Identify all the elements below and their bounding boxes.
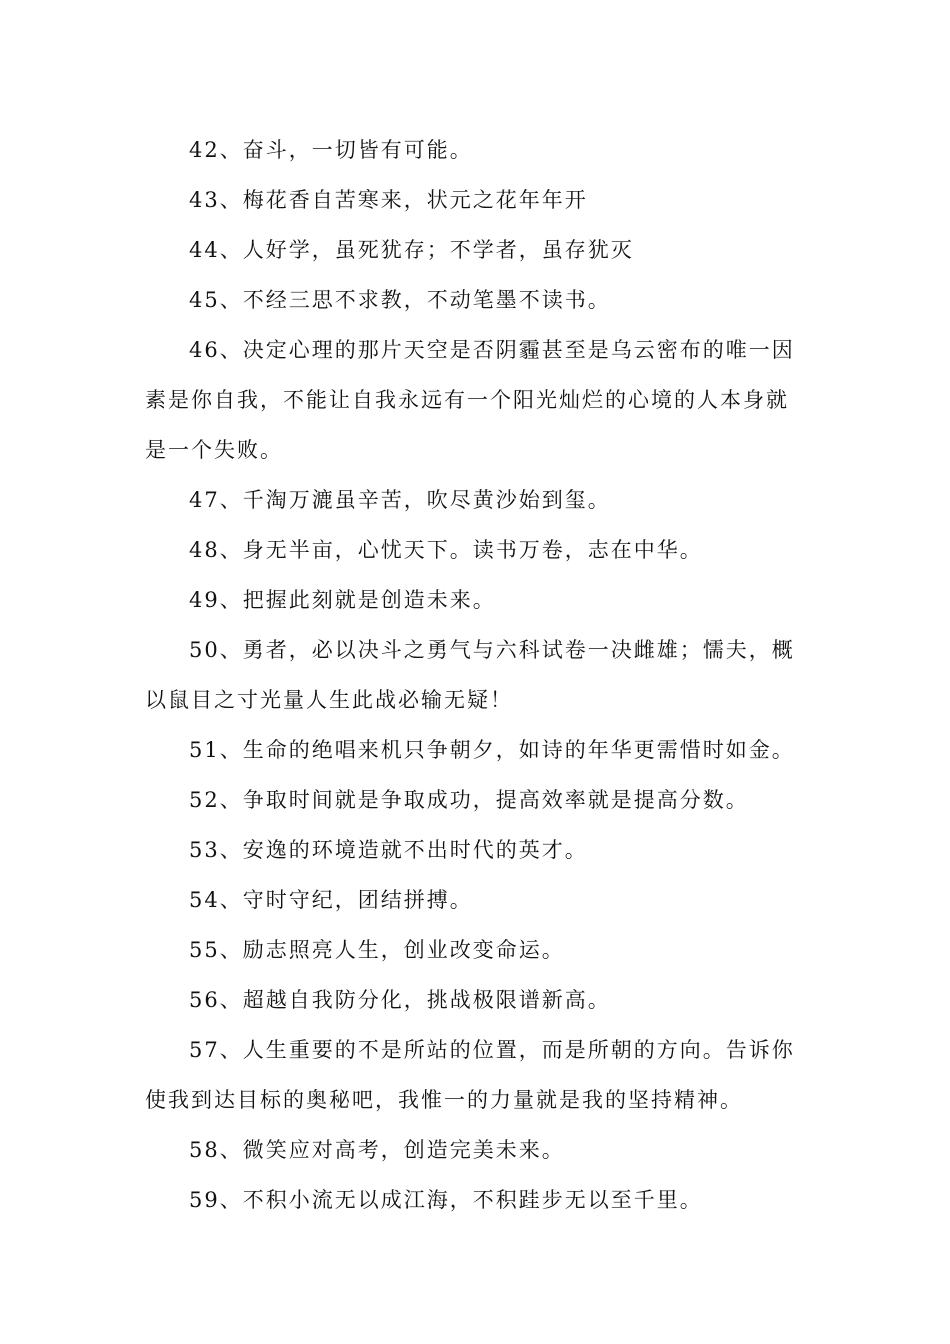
quote-paragraph-54: 54、守时守纪，团结拼搏。 — [189, 888, 473, 912]
quote-paragraph-53: 53、安逸的环境造就不出时代的英才。 — [189, 838, 588, 862]
quote-paragraph-43: 43、梅花香自苦寒来，状元之花年年开 — [189, 188, 588, 212]
quote-paragraph-52: 52、争取时间就是争取成功，提高效率就是提高分数。 — [189, 788, 749, 812]
quote-paragraph-45: 45、不经三思不求教，不动笔墨不读书。 — [189, 288, 611, 312]
quote-paragraph-59: 59、不积小流无以成江海，不积跬步无以至千里。 — [189, 1188, 703, 1212]
quote-paragraph-49: 49、把握此刻就是创造未来。 — [189, 588, 496, 612]
quote-paragraph-48: 48、身无半亩，心忧天下。读书万卷，志在中华。 — [189, 538, 703, 562]
document-body — [145, 125, 810, 1225]
quote-paragraph-55: 55、励志照亮人生，创业改变命运。 — [189, 938, 565, 962]
quote-paragraph-44: 44、人好学，虽死犹存；不学者，虽存犹灭 — [189, 238, 634, 262]
quote-paragraph-47: 47、千淘万漉虽辛苦，吹尽黄沙始到玺。 — [189, 488, 611, 512]
quote-paragraph-46: 46、决定心理的那片天空是否阴霾甚至是乌云密布的唯一因素是你自我，不能让自我永远有一个阳光灿烂的心境的人本身就是一个失败。 — [145, 338, 795, 462]
quote-paragraph-51: 51、生命的绝唱来机只争朝夕，如诗的年华更需惜时如金。 — [189, 738, 795, 762]
quote-paragraph-58: 58、微笑应对高考，创造完美未来。 — [189, 1138, 565, 1162]
quote-paragraph-56: 56、超越自我防分化，挑战极限谱新高。 — [189, 988, 611, 1012]
quote-paragraph-42: 42、奋斗，一切皆有可能。 — [189, 138, 473, 162]
quote-paragraph-57: 57、人生重要的不是所站的位置，而是所朝的方向。告诉你使我到达目标的奥秘吧，我惟一的力量就是我的坚持精神。 — [145, 1038, 795, 1112]
quote-paragraph-50: 50、勇者，必以决斗之勇气与六科试卷一决雌雄；懦夫，概以鼠目之寸光量人生此战必输无疑！ — [145, 638, 795, 712]
